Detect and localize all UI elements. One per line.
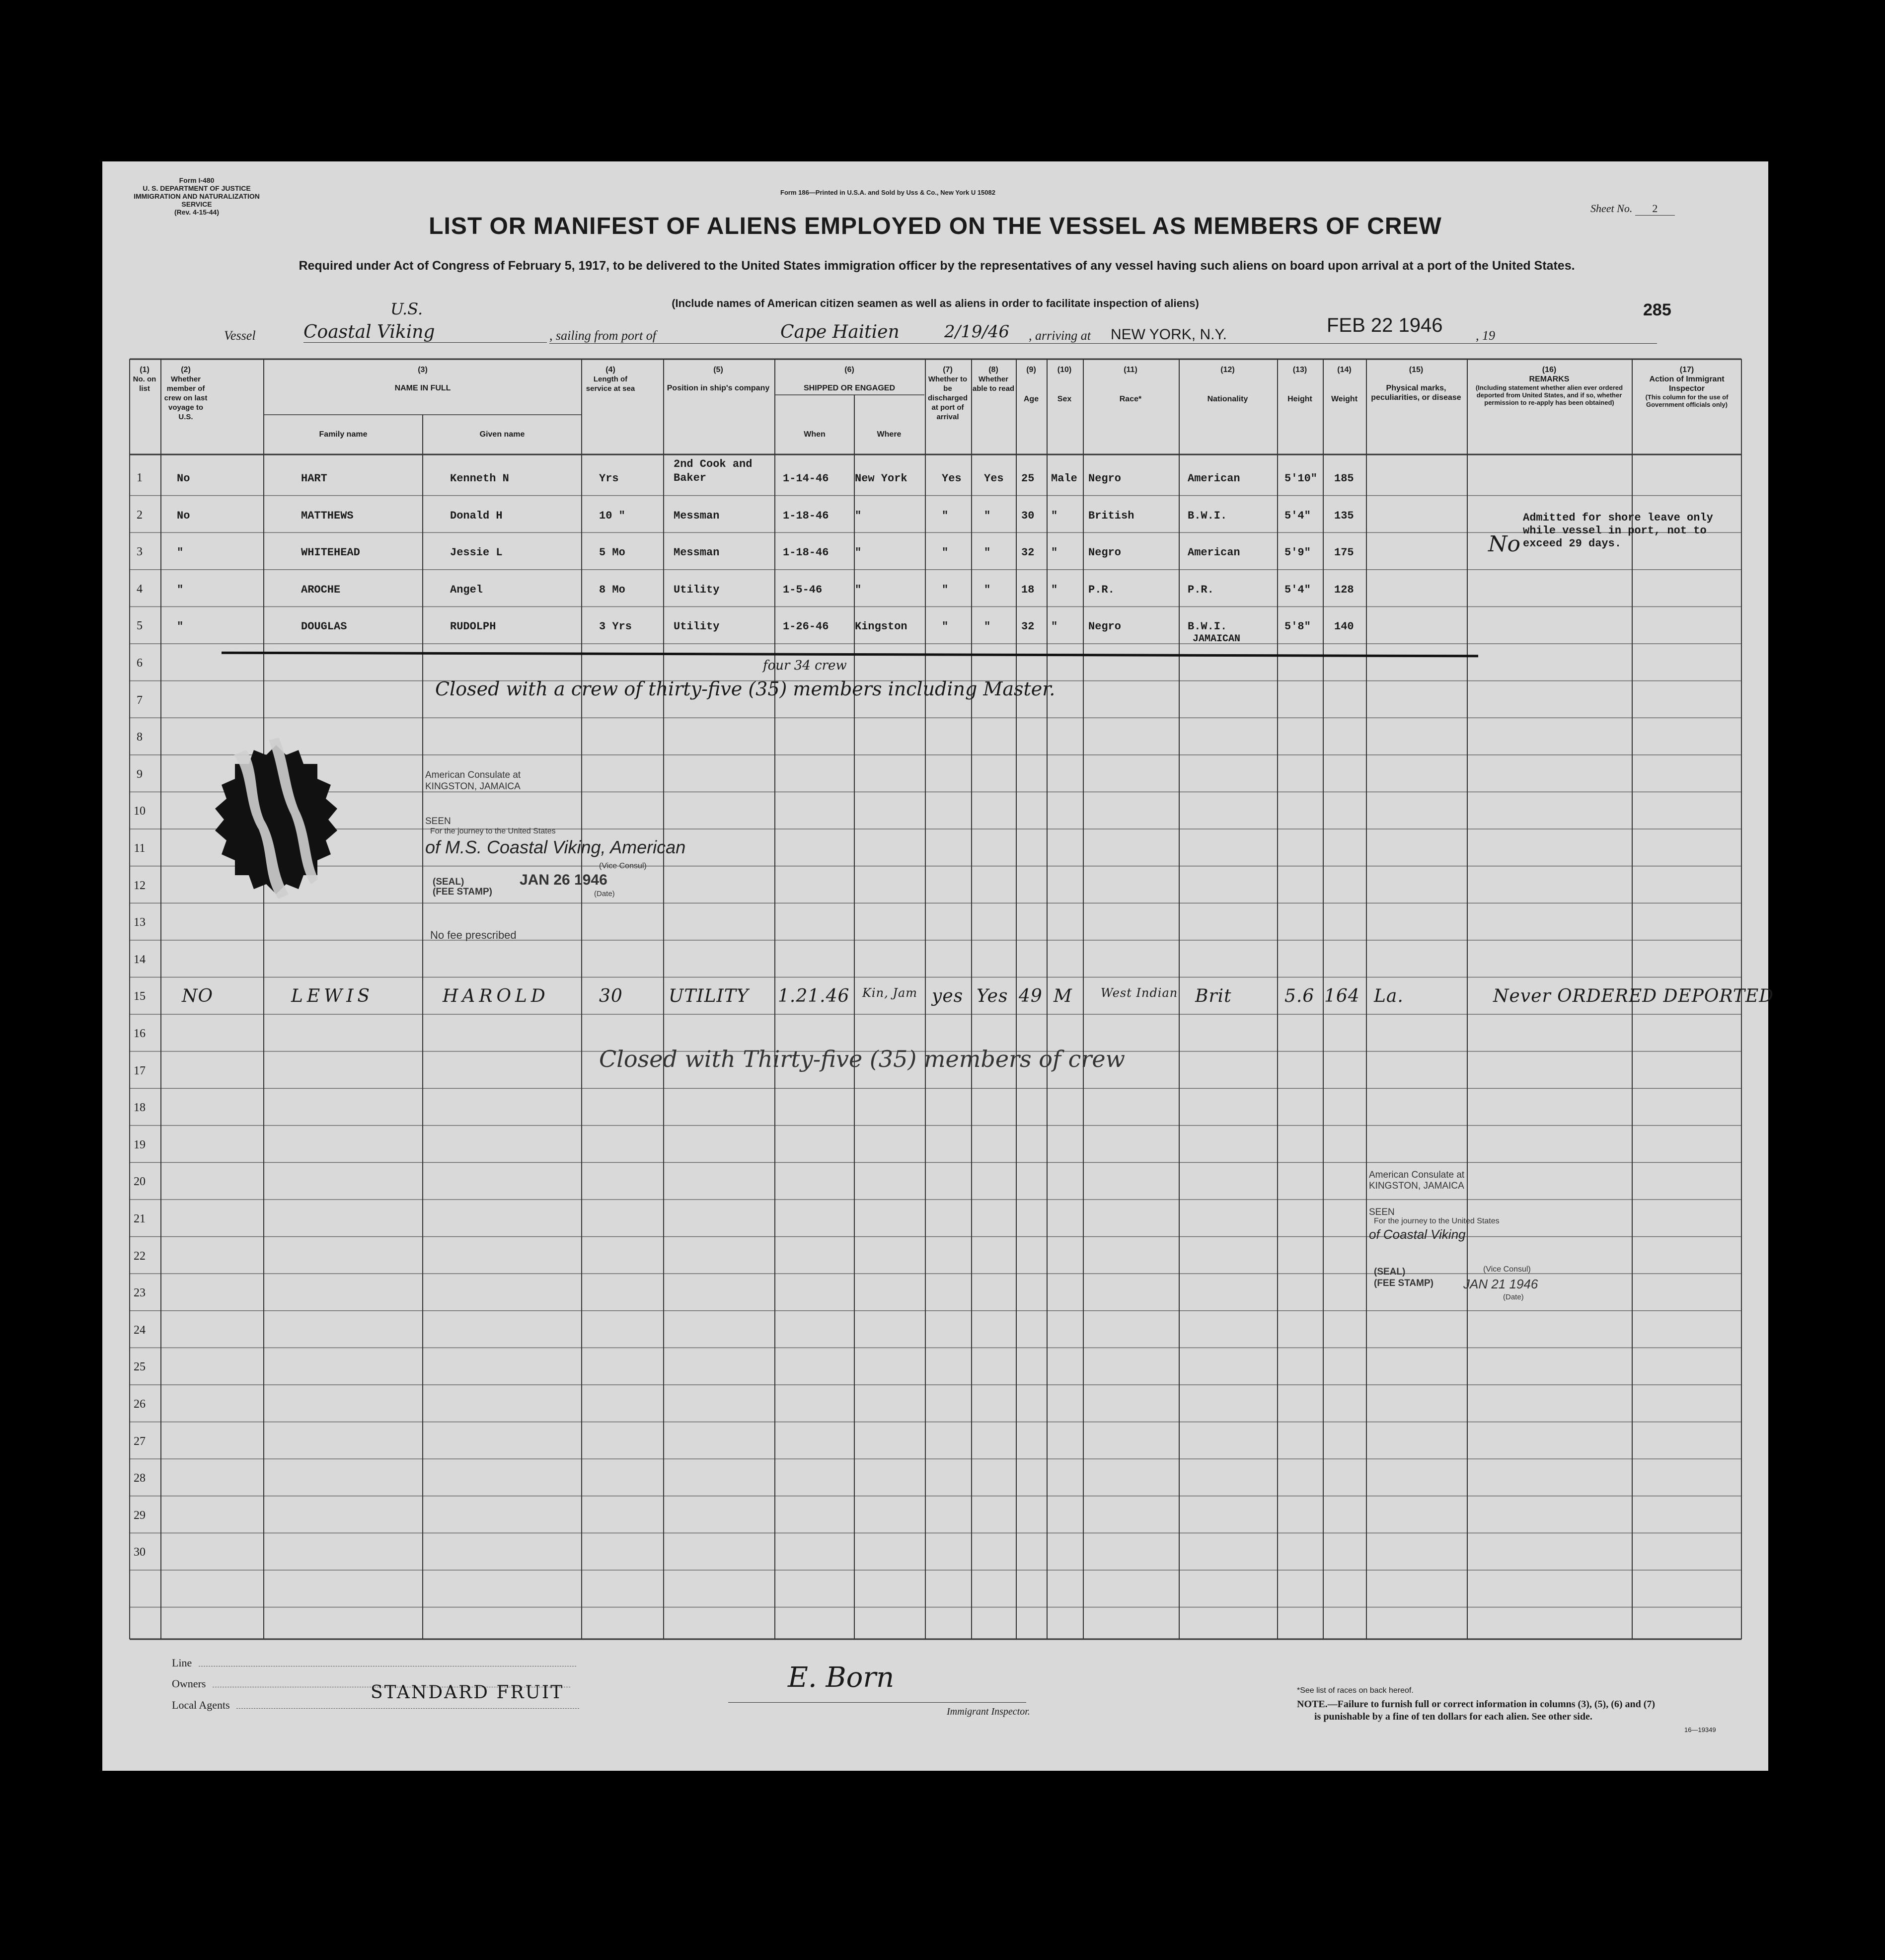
crew-cell-read: " (984, 620, 991, 633)
crew-cell-read: Yes (984, 472, 1004, 485)
crew-cell-height: 5'10" (1284, 472, 1318, 485)
crew-cell-prev: No (177, 472, 190, 485)
crew-cell-race: Negro (1088, 546, 1122, 559)
row-number: 9 (137, 767, 143, 781)
row-number: 29 (134, 1508, 146, 1522)
crew-cell-race: Negro (1088, 620, 1122, 633)
crew-cell-race: Negro (1088, 472, 1122, 485)
crew-cell-age: 18 (1021, 583, 1035, 596)
row15-cell-prev: NO (182, 986, 214, 1007)
col-header-3: (3) NAME IN FULL (394, 366, 451, 392)
row-number: 4 (137, 582, 143, 596)
crew-cell-given: RUDOLPH (450, 620, 496, 633)
agency-line-2: IMMIGRATION AND NATURALIZATION SERVICE (134, 192, 260, 208)
crew-cell-family: MATTHEWS (301, 509, 354, 522)
row-number: 25 (134, 1360, 146, 1374)
crew-cell-discharged: " (942, 620, 949, 633)
row15-cell-position: UTILITY (669, 986, 749, 1007)
form-revision: (Rev. 4-15-44) (174, 208, 219, 216)
row-number: 30 (134, 1546, 146, 1559)
crew-cell-where: " (855, 509, 862, 522)
crew-cell-discharged: Yes (942, 472, 962, 485)
row-number: 24 (134, 1323, 146, 1337)
crew-cell-family: WHITEHEAD (301, 546, 360, 559)
col-header-when: When (804, 430, 826, 439)
crew-cell-sex: " (1051, 583, 1058, 596)
crew-cell-race: British (1088, 509, 1134, 522)
row-number: 2 (137, 508, 143, 522)
col-header-1: (1) No. on list (133, 366, 156, 393)
crew-cell-where: New York (855, 472, 907, 485)
row-number: 18 (134, 1101, 146, 1115)
crew-cell-discharged: " (942, 509, 949, 522)
crew-cell-where: " (855, 546, 862, 559)
col-header-14: (14) Weight (1331, 366, 1358, 403)
crew-cell-service: 10 " (599, 509, 625, 522)
row-number: 15 (134, 990, 146, 1003)
crew-cell-given: Kenneth N (450, 472, 509, 485)
crew-cell-prev: " (177, 583, 184, 596)
crew-cell-given: Angel (450, 583, 483, 596)
remark-row2-col17: Admitted for shore leave only while vessel in port, not to exceed 29 days. (1523, 512, 1713, 550)
crew-cell-when: 1-18-46 (783, 546, 829, 559)
col-header-10: (10) Sex (1057, 366, 1072, 403)
row-number: 6 (137, 657, 143, 670)
col-header-5: (5) Position in ship's company (667, 366, 770, 392)
crew-cell-height: 5'4" (1284, 583, 1311, 596)
notary-seal (204, 735, 348, 904)
form-subtitle: Required under Act of Congress of February 5, 1917, to be delivered to the United States immigration officer by the representatives of any vessel having such aliens on board upon arrival at a port of the United States. (299, 259, 1575, 273)
crew-cell-weight: 135 (1334, 509, 1354, 522)
crew-cell-service: 8 Mo (599, 583, 625, 596)
crew-cell-prev: " (177, 546, 184, 559)
row-number: 11 (134, 842, 146, 855)
row-number: 19 (134, 1138, 146, 1151)
row-number: 14 (134, 953, 146, 966)
crew-cell-weight: 128 (1334, 583, 1354, 596)
row-number: 12 (134, 879, 146, 892)
crew-cell-when: 1-5-46 (783, 583, 823, 596)
crew-cell-given: Donald H (450, 509, 503, 522)
vessel-label: Vessel (224, 328, 256, 343)
crew-cell-nationality: P.R. (1188, 583, 1214, 596)
col-header-4: (4) Length of service at sea (586, 366, 635, 393)
sheet-label: Sheet No. (1590, 202, 1633, 215)
row15-cell-age: 49 (1019, 986, 1043, 1007)
crew-cell-position: Utility (674, 583, 720, 596)
row15-cell-race: West Indian (1101, 986, 1178, 1000)
footer-note-2: is punishable by a fine of ten dollars for each alien. See other side. (1314, 1711, 1592, 1722)
crew-cell-service: 5 Mo (599, 546, 625, 559)
crew-cell-prev: No (177, 509, 190, 522)
row15-cell-weight: 164 (1324, 986, 1360, 1007)
crew-cell-weight: 175 (1334, 546, 1354, 559)
col-header-9: (9) Age (1023, 366, 1039, 403)
row-number: 5 (137, 619, 143, 633)
crew-cell-age: 32 (1021, 546, 1035, 559)
arriving-label: , arriving at (1029, 328, 1091, 343)
row15-cell-service: 30 (599, 986, 623, 1007)
form-number: Form I-480 (179, 176, 215, 184)
inspector-signature-line (728, 1702, 1026, 1703)
crew-cell-height: 5'9" (1284, 546, 1311, 559)
row15-cell-remarks: Never ORDERED DEPORTED (1493, 986, 1774, 1007)
vessel-name: Coastal Viking (303, 322, 547, 343)
row-number: 8 (137, 731, 143, 744)
row15-cell-when: 1.21.46 (778, 986, 850, 1007)
row15-cell-nationality: Brit (1195, 986, 1232, 1007)
crew-cell-when: 1-14-46 (783, 472, 829, 485)
crew-cell-sex: " (1051, 546, 1058, 559)
row-number: 16 (134, 1027, 146, 1040)
row15-cell-read: Yes (977, 986, 1008, 1007)
col-header-17: (17) Action of Immigrant Inspector (This column for the use of Government officials only) (1645, 366, 1729, 408)
sailing-label: , sailing from port of (549, 328, 657, 343)
crew-cell-family: AROCHE (301, 583, 341, 596)
crew-cell-where: " (855, 583, 862, 596)
crew-cell-service: Yrs (599, 472, 619, 485)
row-number: 17 (134, 1064, 146, 1077)
crew-cell-discharged: " (942, 546, 949, 559)
crew-cell-weight: 185 (1334, 472, 1354, 485)
row-5-nationality-insert: JAMAICAN (1193, 633, 1241, 645)
crew-cell-when: 1-18-46 (783, 509, 829, 522)
crew-cell-sex: " (1051, 620, 1058, 633)
row-number: 20 (134, 1175, 146, 1189)
crew-cell-given: Jessie L (450, 546, 503, 559)
crew-cell-height: 5'4" (1284, 509, 1311, 522)
crew-cell-weight: 140 (1334, 620, 1354, 633)
col-header-15: (15) Physical marks, peculiarities, or disease (1371, 366, 1461, 402)
year-label: , 19 (1476, 328, 1495, 343)
col-header-6: (6) SHIPPED OR ENGAGED (803, 366, 896, 392)
col-header-where: Where (877, 430, 902, 439)
col-header-16: (16) REMARKS (Including statement whether alien ever ordered deported from United States, and if so, whether permission to re-apply has been obtained) (1475, 366, 1623, 406)
vessel-prefix: U.S. (390, 300, 423, 318)
col-header-2: (2) Whether member of crew on last voyage to U.S. (164, 366, 208, 421)
manifest-sheet: Form I-480 U. S. DEPARTMENT OF JUSTICE IMMIGRATION AND NATURALIZATION SERVICE (Rev. 4-15-44) Form 186—Printed in U.S.A. and Sold by Uss & Co., New York U 15082 Sheet No. 2 LIST OR MANIFEST OF ALIENS EMPLOYED ON THE VESSEL AS MEMBERS OF CREW Required under Act of Congress of February 5, 1917, to be delivered to the United States immigration officer by the representatives of any vessel having such aliens on board upon arrival at a port of the United States. (Include names of American citizen seamen as well as aliens in order to facilitate inspection of aliens) 285 U.S. Vessel Coastal Viking , sailing from port of Cape Haitien 2/19/46 , arriving at NEW YORK, N.Y. FEB 22 1946 , 19 (1) No. on list (2) Whether member of crew on last voyage to U.S. (3) NAME IN FULL Family name Given name (4) Length of service at sea (5) Position in ship's company (6) SHIPPED OR ENGAGED When Where (7) Whether to be discharged at port of arrival (8) Whether able to read (9) Age (10) Sex (11) Race* (12) Nationality (13) Height (14) Weight (15) Physical marks, peculiarities, or disease (16) REMARKS (Including statement whether alien ever ordered deported from United States, and if so, whether permission to re-apply has been obtained) (17) Action of Immigrant Inspector (This column for the use of Government officials only) 1 2 3 4 5 6 7 8 9 10 11 12 13 14 15 16 17 18 19 20 21 22 23 24 25 26 27 28 29 30 No HART Kenneth N Yrs 2nd Cook and Baker 1-14-46 New York Yes Yes 25 Male Negro American 5'10" 185 No MATTHEWS Donald H 10 " Messman 1-18-46 " " " 30 " British B.W.I. 5'4" 135 " WHITEHEAD Jessie L 5 Mo Messman 1-18-46 " " " 32 " Negro American 5'9" 175 " AROCHE Angel 8 Mo Utility 1-5-46 " " " 18 " P.R. P.R. 5'4" 128 " DOUGLAS RUDOLPH 3 Yrs Utility 1-26-46 Kingston " " 32 " Negro B.W.I. 5'8" 140 JAMAICAN No Admitted for shore leave only while vessel in port, not to exceed 29 days. Closed with a crew of thirty-five (35) members including Master. four 34 crew American Consulate at KINGSTON, JAMAICA SEEN For the journey to the United States of M.S. Coastal Viking, American (SEAL) (FEE STAMP) (Vice Consul) JAN 26 1946 (Date) No fee prescribed NO LEWIS HAROLD 30 UTILITY 1.21.46 Kin, Jam yes Yes 49 M West Indian Brit 5.6 164 La. Never ORDERED DEPORTED Closed with Thirty-five (35) members of crew American Consulate at KINGSTON, JAMAICA SEEN For the journey to the United States of Coastal Viking (SEAL) (FEE STAMP) (Vice Consul) JAN 21 1946 (Date) Line Owners Local Agents STANDARD FRUIT E. Born Immigrant Inspector. *See list of races on back hereof. NOTE.—Failure to furnish full or correct information in columns (3), (5), (6) and (7) is punishable by a fine of ten dollars for each alien. See other side. 16—19349 (102, 161, 1768, 1771)
page-number: 285 (1643, 301, 1671, 319)
crew-cell-age: 25 (1021, 472, 1035, 485)
col-header-13: (13) Height (1287, 366, 1312, 403)
crew-cell-position: Messman (674, 546, 720, 559)
crew-cell-service: 3 Yrs (599, 620, 632, 633)
arrival-date: FEB 22 1946 (1327, 314, 1443, 336)
crew-cell-family: HART (301, 472, 327, 485)
closing-note-1-correction: four 34 crew (763, 658, 847, 673)
col-header-11: (11) Race* (1119, 366, 1142, 403)
row-number: 22 (134, 1249, 146, 1263)
row15-cell-marks: La. (1374, 986, 1404, 1007)
footer-agents-value: STANDARD FRUIT (371, 1682, 564, 1703)
crew-cell-sex: " (1051, 509, 1058, 522)
inspector-signature: E. Born (788, 1661, 895, 1694)
agency-line-1: U. S. DEPARTMENT OF JUSTICE (143, 184, 251, 192)
crew-cell-nationality: American (1188, 546, 1240, 559)
col-header-8: (8) Whether able to read (972, 366, 1015, 393)
footer-owners: Owners (172, 1677, 570, 1690)
crew-cell-read: " (984, 583, 991, 596)
crew-cell-when: 1-26-46 (783, 620, 829, 633)
crew-cell-position: 2nd Cook and Baker (674, 458, 753, 484)
row-number: 27 (134, 1434, 146, 1448)
row-number: 28 (134, 1472, 146, 1485)
row15-cell-discharged: yes (932, 986, 964, 1007)
crew-cell-read: " (984, 546, 991, 559)
remark-row2-col16: No (1488, 531, 1520, 557)
closing-note-1: Closed with a crew of thirty-five (35) members including Master. (435, 678, 1056, 700)
row-number: 3 (137, 545, 143, 559)
footer-note-1: NOTE.—Failure to furnish full or correct information in columns (3), (5), (6) and (7) (1297, 1699, 1656, 1710)
row15-cell-family: LEWIS (291, 986, 374, 1007)
form-title: LIST OR MANIFEST OF ALIENS EMPLOYED ON THE VESSEL AS MEMBERS OF CREW (429, 213, 1442, 239)
print-code: 16—19349 (1684, 1726, 1716, 1734)
row15-cell-sex: M (1054, 986, 1072, 1007)
row15-cell-where: Kin, Jam (862, 986, 918, 1000)
row-number: 1 (137, 471, 143, 484)
row-number: 21 (134, 1212, 146, 1225)
footer-agents: Local Agents (172, 1699, 579, 1712)
crew-cell-position: Utility (674, 620, 720, 633)
crew-cell-prev: " (177, 620, 184, 633)
col-header-family-name: Family name (319, 430, 368, 439)
sheet-number: 2 (1635, 202, 1675, 216)
inspector-label: Immigrant Inspector. (947, 1706, 1030, 1717)
row-number: 23 (134, 1286, 146, 1300)
form-note: (Include names of American citizen seamen as well as aliens in order to facilitate inspection of aliens) (672, 297, 1199, 309)
crew-cell-age: 32 (1021, 620, 1035, 633)
crew-cell-race: P.R. (1088, 583, 1115, 596)
printer-line: Form 186—Printed in U.S.A. and Sold by Uss & Co., New York U 15082 (780, 189, 995, 196)
sailing-date: 2/19/46 (944, 322, 1010, 342)
crew-cell-nationality: American (1188, 472, 1240, 485)
crew-cell-age: 30 (1021, 509, 1035, 522)
crew-cell-read: " (984, 509, 991, 522)
col-header-12: (12) Nationality (1207, 366, 1248, 403)
crew-cell-family: DOUGLAS (301, 620, 347, 633)
sailing-port: Cape Haitien (780, 322, 900, 342)
row-number: 13 (134, 916, 146, 929)
closing-note-2: Closed with Thirty-five (35) members of crew (599, 1046, 1125, 1072)
row15-cell-given: HAROLD (443, 986, 549, 1007)
crew-cell-position: Messman (674, 509, 720, 522)
crew-cell-discharged: " (942, 583, 949, 596)
col-header-given-name: Given name (479, 430, 525, 439)
crew-cell-where: Kingston (855, 620, 907, 633)
crew-cell-sex: Male (1051, 472, 1077, 485)
arriving-port: NEW YORK, N.Y. (1111, 326, 1227, 343)
row15-cell-height: 5.6 (1284, 986, 1315, 1007)
crew-cell-nationality: B.W.I. (1188, 509, 1227, 522)
row-number: 26 (134, 1398, 146, 1411)
crew-cell-nationality: B.W.I. (1188, 620, 1227, 633)
crew-cell-height: 5'8" (1284, 620, 1311, 633)
col-header-7: (7) Whether to be discharged at port of arrival (927, 366, 968, 421)
races-note: *See list of races on back hereof. (1297, 1686, 1414, 1695)
footer-line: Line (172, 1657, 576, 1669)
row-number: 10 (134, 805, 146, 818)
row-number: 7 (137, 693, 143, 707)
